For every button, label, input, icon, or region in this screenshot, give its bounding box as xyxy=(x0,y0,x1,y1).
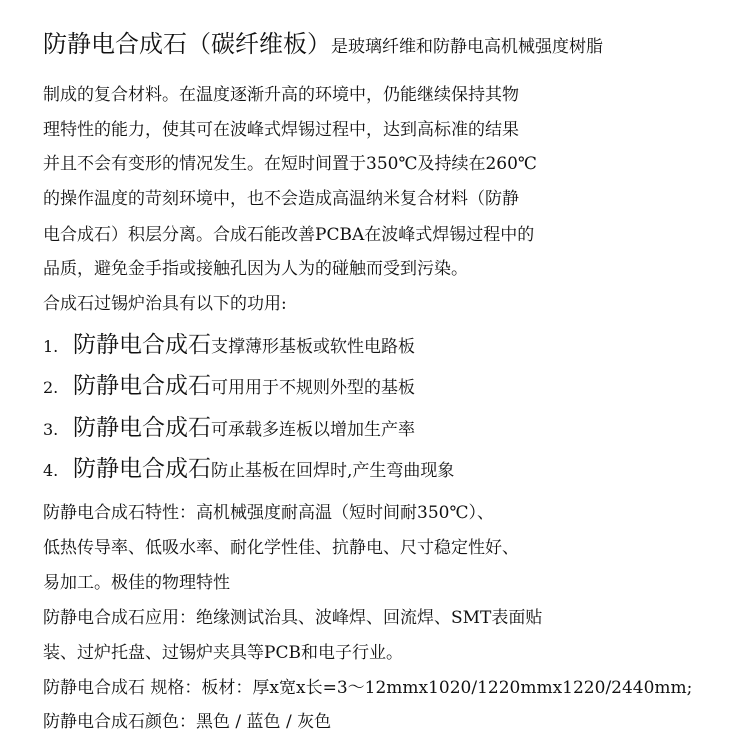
use-text: 可承载多连板以增加生产率 xyxy=(211,420,415,440)
spec-line: 防静电合成石 规格：板材：厚x宽x长=3～12mmx1020/1220mmx1220/2440mm; xyxy=(43,678,693,698)
color-line: 防静电合成石颜色：黑色 / 蓝色 / 灰色 xyxy=(43,712,332,732)
use-item xyxy=(43,375,415,399)
use-text: 支撑薄形基板或软性电路板 xyxy=(211,337,415,357)
use-number: 2. xyxy=(43,378,59,397)
use-number: 4. xyxy=(43,461,59,480)
features-line: 易加工。极佳的物理特性 xyxy=(43,573,230,593)
use-item xyxy=(43,334,415,358)
features-line: 低热传导率、低吸水率、耐化学性佳、抗静电、尺寸稳定性好、 xyxy=(43,538,519,558)
features-line: 防静电合成石特性：高机械强度耐高温（短时间耐350℃）、 xyxy=(43,503,494,523)
title-heading: 防静电合成石（碳纤维板） xyxy=(43,30,331,58)
use-text: 防止基板在回焊时,产生弯曲现象 xyxy=(211,461,455,481)
intro-line: 品质，避免金手指或接触孔因为人为的碰触而受到污染。 xyxy=(43,259,468,279)
intro-line: 的操作温度的苛刻环境中，也不会造成高温纳米复合材料（防静 xyxy=(43,189,519,209)
use-product-name: 防静电合成石 xyxy=(73,415,211,441)
intro-line: 理特性的能力，使其可在波峰式焊锡过程中，达到高标准的结果 xyxy=(43,120,519,140)
intro-line: 电合成石）积层分离。合成石能改善PCBA在波峰式焊锡过程中的 xyxy=(43,225,535,245)
use-text: 可用用于不规则外型的基板 xyxy=(211,378,415,398)
use-product-name: 防静电合成石 xyxy=(73,332,211,358)
intro-line: 制成的复合材料。在温度逐渐升高的环境中，仍能继续保持其物 xyxy=(43,85,519,105)
use-item xyxy=(43,458,454,482)
use-number: 3. xyxy=(43,420,59,439)
intro-line: 并且不会有变形的情况发生。在短时间置于350℃及持续在260℃ xyxy=(43,154,537,174)
use-product-name: 防静电合成石 xyxy=(73,456,211,482)
application-line: 防静电合成石应用：绝缘测试治具、波峰焊、回流焊、SMT表面贴 xyxy=(43,608,543,628)
application-line: 装、过炉托盘、过锡炉夹具等PCB和电子行业。 xyxy=(43,643,403,663)
use-number: 1. xyxy=(43,337,59,356)
title-rest: 是玻璃纤维和防静电高机械强度树脂 xyxy=(331,37,603,57)
use-item xyxy=(43,417,415,441)
document-title xyxy=(43,30,603,58)
uses-heading: 合成石过锡炉治具有以下的功用: xyxy=(43,294,287,314)
use-product-name: 防静电合成石 xyxy=(73,373,211,399)
